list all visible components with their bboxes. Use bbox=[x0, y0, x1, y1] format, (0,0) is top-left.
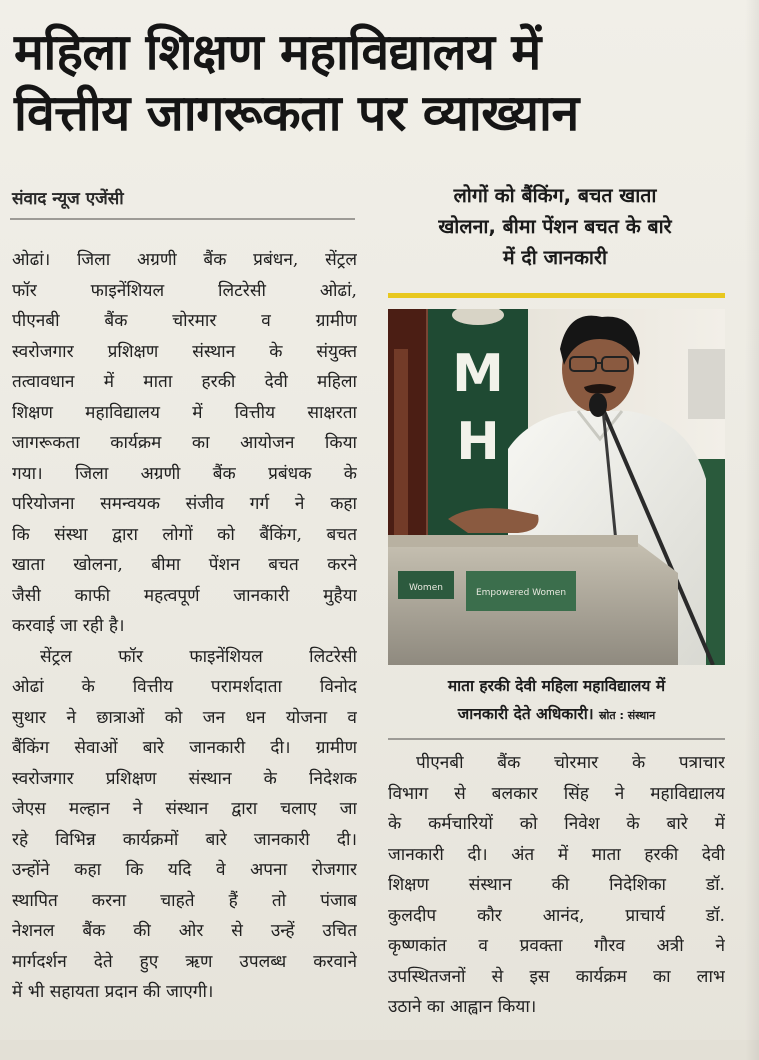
podium-label: Empowered Women bbox=[475, 588, 567, 598]
caption-divider bbox=[388, 738, 725, 740]
page-bottom-edge bbox=[0, 1040, 759, 1060]
banner-letter: H bbox=[456, 412, 500, 472]
text-line: गया। जिला अग्रणी बैंक प्रबंधक के bbox=[12, 463, 357, 484]
text-line: जैसी काफी महत्वपूर्ण जानकारी मुहैया bbox=[12, 585, 357, 606]
headline-line-1: महिला शिक्षण महाविद्यालय में bbox=[14, 23, 541, 81]
podium-label: Women bbox=[409, 583, 443, 593]
text-line: पीएनबी बैंक चोरमार के पत्राचार bbox=[416, 753, 725, 773]
text-line: विभाग से बलकार सिंह ने महाविद्यालय bbox=[388, 783, 725, 804]
text-line: जानकारी दी। अंत में माता हरकी देवी bbox=[388, 844, 725, 865]
speaker-photo bbox=[388, 309, 725, 665]
sub-heading-line: में दी जानकारी bbox=[502, 246, 608, 269]
left-column bbox=[12, 245, 357, 1008]
microphone-icon bbox=[589, 393, 607, 417]
right-column bbox=[388, 748, 725, 1023]
text-line: सुथार ने छात्राओं को जन धन योजना व bbox=[12, 707, 357, 728]
photo-caption bbox=[388, 672, 725, 730]
text-line: करवाई जा रही है। bbox=[12, 616, 125, 636]
text-line: कृष्णकांत व प्रवक्ता गौरव अत्री ने bbox=[388, 936, 725, 956]
text-line: परियोजना समन्वयक संजीव गर्ग ने कहा bbox=[12, 494, 357, 514]
text-line: स्थापित करना चाहते हैं तो पंजाब bbox=[12, 890, 357, 911]
caption-line: माता हरकी देवी महिला महाविद्यालय में bbox=[447, 677, 666, 695]
paragraph-1 bbox=[12, 245, 357, 642]
text-line: उन्होंने कहा कि यदि वे अपना रोजगार bbox=[12, 860, 357, 880]
text-line: जेएस मल्हान ने संस्थान द्वारा चलाए जा bbox=[12, 799, 357, 819]
text-line: ओढां। जिला अग्रणी बैंक प्रबंधन, सेंट्रल bbox=[12, 250, 357, 270]
sub-heading-line: खोलना, बीमा पेंशन बचत के बारे bbox=[438, 215, 672, 238]
caption-line bbox=[388, 700, 725, 730]
text-line: तत्वावधान में माता हरकी देवी महिला bbox=[12, 372, 357, 392]
photo-source: स्रोत : संस्थान bbox=[599, 709, 656, 722]
text-line: जागरूकता कार्यक्रम का आयोजन किया bbox=[12, 433, 357, 453]
text-line: उठाने का आह्वान किया। bbox=[388, 997, 537, 1017]
sub-heading bbox=[385, 180, 725, 273]
text-line: पीएनबी बैंक चोरमार व ग्रामीण bbox=[12, 311, 357, 331]
byline-divider bbox=[10, 218, 355, 220]
text-line: स्वरोजगार प्रशिक्षण संस्थान के संयुक्त bbox=[12, 341, 357, 362]
text-line: खाता खोलना, बीमा पेंशन बचत करने bbox=[12, 555, 357, 575]
text-line: कि संस्था द्वारा लोगों को बैंकिंग, बचत bbox=[12, 524, 357, 545]
sub-heading-line: लोगों को बैंकिंग, बचत खाता bbox=[453, 184, 657, 207]
text-line: सेंट्रल फॉर फाइनेंशियल लिटरेसी bbox=[40, 646, 357, 667]
text-line: के कर्मचारियों को निवेश के बारे में bbox=[388, 814, 725, 834]
page-edge-shadow bbox=[745, 0, 759, 1060]
text-line: बैंकिंग सेवाओं बारे जानकारी दी। ग्रामीण bbox=[12, 738, 357, 758]
byline: संवाद न्यूज एजेंसी bbox=[12, 189, 124, 209]
paragraph-2 bbox=[12, 642, 357, 1008]
text-line: कुलदीप कौर आनंद, प्राचार्य डॉ. bbox=[388, 905, 725, 926]
text-line: शिक्षण महाविद्यालय में वित्तीय साक्षरता bbox=[12, 402, 357, 423]
text-line: मार्गदर्शन देते हुए ऋण उपलब्ध करवाने bbox=[12, 951, 357, 972]
text-line: शिक्षण संस्थान की निदेशिका डॉ. bbox=[388, 875, 725, 895]
headline-line-2: वित्तीय जागरूकता पर व्याख्यान bbox=[14, 84, 579, 142]
text-line: नेशनल बैंक की ओर से उन्हें उचित bbox=[12, 921, 357, 941]
news-photo bbox=[388, 309, 725, 665]
text-line: स्वरोजगार प्रशिक्षण संस्थान के निदेशक bbox=[12, 768, 357, 789]
text-line: फॉर फाइनेंशियल लिटरेसी ओढां, bbox=[12, 280, 357, 301]
headline bbox=[14, 22, 744, 144]
text-line: में भी सहायता प्रदान की जाएगी। bbox=[12, 982, 214, 1002]
accent-bar bbox=[388, 293, 725, 298]
text-line: ओढां के वित्तीय परामर्शदाता विनोद bbox=[12, 677, 357, 697]
text-line: उपस्थितजनों से इस कार्यक्रम का लाभ bbox=[388, 966, 725, 987]
paragraph-3 bbox=[388, 748, 725, 1023]
text-line: रहे विभिन्न कार्यक्रमों बारे जानकारी दी। bbox=[12, 829, 357, 850]
caption-text: जानकारी देते अधिकारी। bbox=[457, 705, 594, 723]
banner-letter: M bbox=[452, 344, 504, 404]
